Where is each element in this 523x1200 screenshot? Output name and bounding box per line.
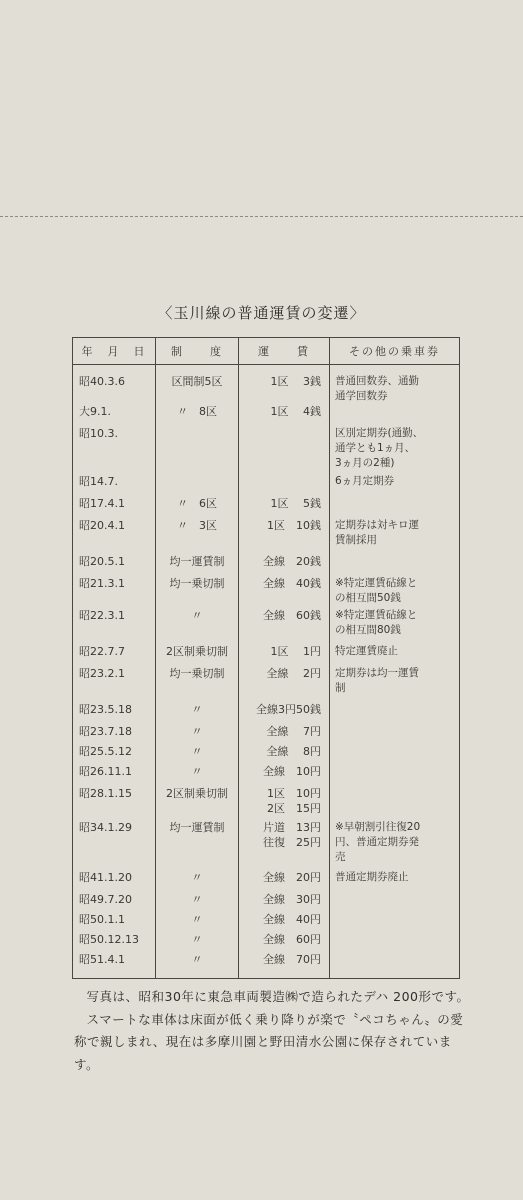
cell-date: 昭26.11.1 <box>79 765 132 778</box>
table-row <box>73 870 460 892</box>
table-row <box>73 912 460 932</box>
table-row <box>73 892 460 912</box>
cell-date: 昭40.3.6 <box>79 375 125 388</box>
cell-date: 昭41.1.20 <box>79 871 132 884</box>
table-row <box>73 820 460 870</box>
cell-fare: 1区 10銭 <box>239 518 330 554</box>
cell-other-tickets: 特定運賃廃止 <box>330 644 460 666</box>
cell-other-tickets: 普通回数券、通勤 通学回数券 <box>330 365 460 405</box>
table-row <box>73 404 460 426</box>
cell-other-tickets <box>330 404 460 426</box>
table-row <box>73 365 460 405</box>
cell-fare <box>239 426 330 474</box>
cell-date: 昭23.7.18 <box>79 725 132 738</box>
cell-fare: 1区 5銭 <box>239 496 330 518</box>
cell-fare: 全線 7円 <box>239 724 330 744</box>
cell-other-tickets: 定期券は対キロ運 賃制採用 <box>330 518 460 554</box>
cell-date: 昭28.1.15 <box>79 787 132 800</box>
cell-date: 昭34.1.29 <box>79 821 132 834</box>
cell-other-tickets: 定期券は均一運賃 制 <box>330 666 460 702</box>
cell-system: 〃 <box>156 932 239 952</box>
cell-other-tickets <box>330 702 460 724</box>
cell-system: 〃 <box>156 744 239 764</box>
cell-fare: 全線3円50銭 <box>239 702 330 724</box>
cell-system: 〃 <box>156 724 239 744</box>
cell-fare <box>239 474 330 496</box>
cell-fare: 全線 2円 <box>239 666 330 702</box>
cell-fare: 1区 1円 <box>239 644 330 666</box>
table-row <box>73 496 460 518</box>
cell-fare: 全線 60円 <box>239 932 330 952</box>
table-row <box>73 702 460 724</box>
table-row <box>73 644 460 666</box>
cell-system: 〃 8区 <box>156 404 239 426</box>
cell-system: 2区制乗切制 <box>156 786 239 820</box>
cell-system: 〃 <box>156 764 239 786</box>
cell-system: 均一運賃制 <box>156 554 239 576</box>
cell-fare: 全線 20銭 <box>239 554 330 576</box>
cell-date: 昭20.5.1 <box>79 555 125 568</box>
cell-other-tickets <box>330 932 460 952</box>
cell-fare: 1区 10円 2区 15円 <box>239 786 330 820</box>
cell-fare: 片道 13円 往復 25円 <box>239 820 330 870</box>
table-row <box>73 554 460 576</box>
cell-other-tickets <box>330 744 460 764</box>
caption-paragraph-1: 写真は、昭和30年に東急車両製造㈱で造られたデハ 200形です。 <box>86 989 470 1004</box>
header-date: 年 月 日 <box>73 338 156 365</box>
table-row <box>73 426 460 474</box>
cell-system: 〃 <box>156 870 239 892</box>
cell-fare: 全線 40円 <box>239 912 330 932</box>
table-row <box>73 786 460 820</box>
header-other-tickets: その他の乗車券 <box>330 338 460 365</box>
cell-other-tickets: 区別定期券(通勤、 通学とも1ヵ月、 3ヵ月の2種) <box>330 426 460 474</box>
cell-date: 昭23.5.18 <box>79 703 132 716</box>
cell-system: 均一運賃制 <box>156 820 239 870</box>
cell-system <box>156 474 239 496</box>
cell-date: 昭50.1.1 <box>79 913 125 926</box>
cell-date: 昭10.3. <box>79 427 118 440</box>
cell-system: 〃 <box>156 702 239 724</box>
cell-system: 均一乗切制 <box>156 666 239 702</box>
cell-other-tickets <box>330 764 460 786</box>
cell-date: 大9.1. <box>79 405 111 418</box>
cell-system: 〃 3区 <box>156 518 239 554</box>
cell-fare: 全線 40銭 <box>239 576 330 608</box>
cell-fare: 全線 60銭 <box>239 608 330 644</box>
cell-date: 昭17.4.1 <box>79 497 125 510</box>
cell-other-tickets <box>330 554 460 576</box>
table-row <box>73 764 460 786</box>
cell-system: 〃 <box>156 608 239 644</box>
table-row <box>73 576 460 608</box>
cell-other-tickets <box>330 912 460 932</box>
cell-other-tickets <box>330 892 460 912</box>
table-row <box>73 518 460 554</box>
cell-system: 〃 <box>156 892 239 912</box>
cell-date: 昭49.7.20 <box>79 893 132 906</box>
header-fare: 運 賃 <box>239 338 330 365</box>
cell-other-tickets <box>330 786 460 820</box>
cell-system: 〃 <box>156 912 239 932</box>
cell-date: 昭22.3.1 <box>79 609 125 622</box>
cell-fare: 全線 30円 <box>239 892 330 912</box>
perforation-line <box>0 216 523 217</box>
cell-system: 均一乗切制 <box>156 576 239 608</box>
cell-system: 〃 6区 <box>156 496 239 518</box>
table-row <box>73 666 460 702</box>
cell-other-tickets: ※特定運賃砧線と の相互間50銭 <box>330 576 460 608</box>
cell-date: 昭50.12.13 <box>79 933 139 946</box>
cell-other-tickets <box>330 724 460 744</box>
cell-other-tickets: 普通定期券廃止 <box>330 870 460 892</box>
cell-date: 昭23.2.1 <box>79 667 125 680</box>
cell-date: 昭51.4.1 <box>79 953 125 966</box>
table-title: 〈玉川線の普通運賃の変遷〉 <box>157 304 366 322</box>
cell-fare: 全線 8円 <box>239 744 330 764</box>
cell-date: 昭20.4.1 <box>79 519 125 532</box>
table-body <box>73 365 460 979</box>
cell-fare: 全線 10円 <box>239 764 330 786</box>
cell-system: 〃 <box>156 952 239 978</box>
table-row <box>73 724 460 744</box>
cell-other-tickets <box>330 952 460 978</box>
cell-other-tickets: ※特定運賃砧線と の相互間80銭 <box>330 608 460 644</box>
cell-other-tickets: 6ヵ月定期券 <box>330 474 460 496</box>
table-header-row <box>73 338 460 365</box>
table-row <box>73 474 460 496</box>
cell-fare: 1区 3銭 <box>239 365 330 405</box>
cell-fare: 全線 70円 <box>239 952 330 978</box>
cell-date: 昭21.3.1 <box>79 577 125 590</box>
cell-date: 昭25.5.12 <box>79 745 132 758</box>
cell-system: 2区制乗切制 <box>156 644 239 666</box>
table-row <box>73 744 460 764</box>
cell-fare: 全線 20円 <box>239 870 330 892</box>
cell-date: 昭14.7. <box>79 475 118 488</box>
cell-other-tickets <box>330 496 460 518</box>
photo-caption <box>74 986 474 1076</box>
fare-history-table <box>72 337 460 979</box>
cell-other-tickets: ※早朝割引往復20 円、普通定期券発 売 <box>330 820 460 870</box>
table-row <box>73 608 460 644</box>
table-row <box>73 952 460 978</box>
cell-date: 昭22.7.7 <box>79 645 125 658</box>
cell-fare: 1区 4銭 <box>239 404 330 426</box>
cell-system: 区間制5区 <box>156 365 239 405</box>
caption-paragraph-2: スマートな車体は床面が低く乗り降りが楽で〝ペコちゃん〟の愛称で親しまれ、現在は多摩川園と野田清水公園に保存されています。 <box>74 1011 464 1072</box>
cell-system <box>156 426 239 474</box>
header-system: 制 度 <box>156 338 239 365</box>
table-row <box>73 932 460 952</box>
